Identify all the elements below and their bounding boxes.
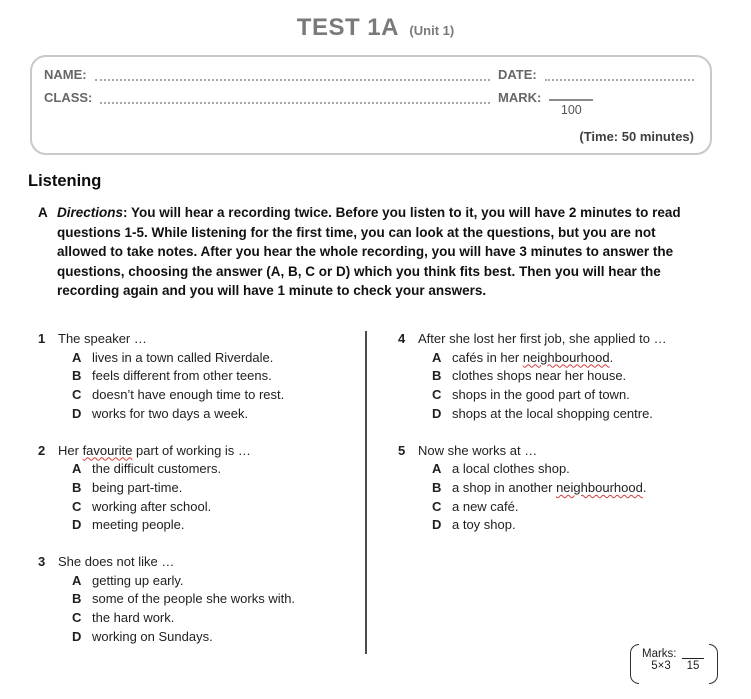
option-text: some of the people she works with. (92, 591, 296, 607)
question-option (432, 479, 723, 498)
question-stem: Her favourite part of working is … (58, 442, 251, 458)
date-group (498, 67, 696, 83)
question-option (72, 609, 343, 628)
option-letter: D (432, 405, 442, 421)
question-number: 4 (398, 331, 406, 346)
question-option (432, 460, 723, 479)
question-option (432, 498, 723, 517)
marks-box (630, 644, 718, 684)
question-option (72, 628, 343, 647)
class-fill-line (100, 90, 490, 104)
question (398, 330, 723, 424)
name-date-row (44, 67, 696, 83)
directions-block (38, 203, 698, 301)
section-heading: Listening (28, 172, 102, 190)
name-label: NAME: (44, 67, 87, 82)
question-option (72, 460, 343, 479)
question-number: 3 (38, 554, 46, 570)
option-text: working after school. (92, 498, 212, 514)
question-option (72, 349, 343, 368)
questions-right-column (398, 330, 723, 553)
option-text: the hard work. (92, 610, 175, 626)
option-letter: D (432, 517, 442, 533)
option-text: a toy shop. (452, 517, 516, 533)
option-text: the difficult customers. (92, 461, 222, 477)
question-number: 5 (398, 442, 406, 458)
option-letter: D (72, 517, 82, 533)
option-text: shops at the local shopping centre. (452, 405, 653, 421)
question-number: 1 (38, 331, 46, 346)
option-text: clothes shops near her house. (452, 368, 627, 384)
question-option (72, 405, 343, 424)
option-text: doesn’t have enough time to rest. (92, 387, 285, 403)
directions-label: Directions (57, 205, 124, 220)
question-stem: The speaker … (58, 331, 147, 346)
name-fill-line (95, 67, 490, 81)
option-letter: D (72, 405, 82, 421)
option-text: feels different from other teens. (92, 368, 272, 384)
option-letter: B (72, 591, 82, 607)
question-option (432, 349, 723, 368)
option-text: lives in a town called Riverdale. (92, 349, 274, 365)
option-text: a local clothes shop. (452, 461, 570, 477)
question-stem: Now she works at … (418, 442, 538, 458)
question-option (72, 516, 343, 535)
option-letter: A (72, 461, 82, 477)
option-letter: A (432, 461, 442, 477)
page-title (0, 14, 751, 42)
question-number: 2 (38, 442, 46, 458)
option-letter: C (432, 387, 442, 403)
question-stem: After she lost her first job, she applied to … (418, 331, 667, 346)
option-letter: B (72, 479, 82, 495)
directions-paragraph (57, 203, 698, 301)
question-option (432, 405, 723, 424)
option-letter: A (72, 572, 82, 588)
option-text: being part-time. (92, 479, 183, 495)
marks-calculation: 5×3 (651, 660, 671, 672)
question-stem: She does not like … (58, 554, 175, 570)
option-letter: B (72, 368, 82, 384)
option-letter: B (432, 479, 442, 495)
option-letter: C (72, 498, 82, 514)
option-text: cafés in her neighbourhood. (452, 349, 614, 365)
mark-fraction (549, 90, 593, 117)
marks-blank-line (682, 647, 704, 659)
class-label: CLASS: (44, 90, 93, 105)
option-letter: D (72, 628, 82, 644)
option-letter: A (72, 349, 82, 365)
marks-top-row (642, 647, 706, 660)
question-option (72, 386, 343, 405)
time-note: (Time: 50 minutes) (579, 129, 694, 144)
mark-group (498, 90, 696, 117)
option-letter: A (432, 349, 442, 365)
left-parenthesis-shape (630, 644, 639, 684)
part-letter: A (38, 205, 48, 220)
class-mark-row (44, 90, 696, 117)
option-text: a shop in another neighbourhood. (452, 479, 647, 495)
option-letter: C (72, 610, 82, 626)
question-option (432, 516, 723, 535)
option-letter: C (72, 387, 82, 403)
test-title: TEST 1A (296, 14, 399, 41)
marks-total: 15 (686, 660, 700, 672)
question-option (432, 386, 723, 405)
question-option (72, 498, 343, 517)
student-info-box (30, 55, 712, 155)
marks-content (639, 644, 709, 684)
right-parenthesis-shape (709, 644, 718, 684)
question (38, 553, 343, 647)
question-option (72, 572, 343, 591)
option-text: working on Sundays. (92, 628, 213, 644)
question (38, 330, 343, 424)
question-option (72, 367, 343, 386)
mark-blank-line (549, 90, 593, 101)
option-text: getting up early. (92, 572, 184, 588)
question (38, 442, 343, 536)
question-option (72, 590, 343, 609)
option-text: meeting people. (92, 517, 185, 533)
test-unit-label: (Unit 1) (409, 23, 455, 38)
question-option (72, 479, 343, 498)
marks-label: Marks: (642, 648, 677, 660)
mark-denominator: 100 (560, 103, 582, 117)
date-label: DATE: (498, 67, 537, 82)
column-divider (365, 331, 367, 654)
option-text: works for two days a week. (92, 405, 249, 421)
option-text: a new café. (452, 498, 519, 514)
directions-text: : You will hear a recording twice. Before you listen to it, you will have 2 minutes to read questions 1-5. While listening for the first time, you can look at the questions, but you are not allowed to take notes. After you hear the whole recording, you will have 3 minutes to answer the questions, choosing the answer (A, B, C or D) which you think fits best. Then you will hear the recording again and you will have 1 minute to check your answers. (57, 205, 681, 298)
mark-label: MARK: (498, 90, 542, 105)
option-letter: C (432, 498, 442, 514)
marks-bottom-row (642, 660, 706, 672)
question (398, 442, 723, 536)
questions-left-column (38, 330, 343, 665)
date-fill-line (545, 67, 694, 81)
option-text: shops in the good part of town. (452, 387, 630, 403)
option-letter: B (432, 368, 442, 384)
question-option (432, 367, 723, 386)
